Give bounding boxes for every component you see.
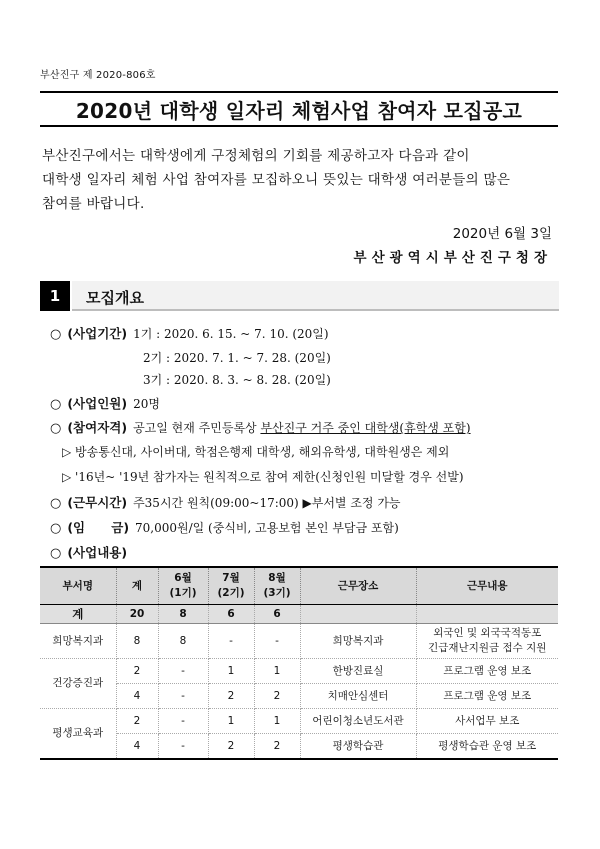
total-work — [416, 605, 558, 624]
cell-place: 치매안심센터 — [300, 684, 416, 709]
cell-place: 한방진료실 — [300, 659, 416, 684]
issuer-name: 부산광역시부산진구청장 — [353, 250, 552, 266]
cell-jul: 1 — [208, 659, 254, 684]
cell-work: 프로그램 운영 보조 — [416, 659, 558, 684]
cell-aug: 1 — [254, 709, 300, 734]
cell-place: 어린이청소년도서관 — [300, 709, 416, 734]
wage-row — [50, 518, 399, 536]
cell-sum: 2 — [116, 709, 158, 734]
cell-sum: 4 — [116, 734, 158, 760]
intro-line-3: 참여를 바랍니다. — [42, 196, 145, 212]
cell-jun: - — [158, 659, 208, 684]
eligibility-note-2: ▷ '16년~ '19년 참가자는 원칙적으로 참여 제한(신청인원 미달할 경우 선발) — [62, 470, 464, 484]
table-row — [40, 659, 558, 684]
cell-sum: 2 — [116, 659, 158, 684]
cell-work: 평생학습관 운영 보조 — [416, 734, 558, 760]
table-row — [40, 684, 558, 709]
eligibility-value: 공고일 현재 주민등록상 — [133, 421, 261, 435]
cell-work: 프로그램 운영 보조 — [416, 684, 558, 709]
col-header-jul: 7월 (2기) — [208, 567, 254, 605]
cell-place: 희망복지과 — [300, 624, 416, 659]
table-header-row — [40, 567, 558, 605]
headcount-row — [50, 394, 160, 412]
col-header-work: 근무내용 — [416, 567, 558, 605]
content-label: (사업내용) — [67, 545, 128, 560]
cell-jun: - — [158, 734, 208, 760]
total-jul: 6 — [208, 605, 254, 624]
col-header-sum: 계 — [116, 567, 158, 605]
col-header-place: 근무장소 — [300, 567, 416, 605]
intro-line-1: 부산진구에서는 대학생에게 구정체험의 기회를 제공하고자 다음과 같이 — [42, 148, 470, 164]
eligibility-row — [50, 418, 471, 436]
cell-dept: 희망복지과 — [40, 624, 116, 659]
cell-jun: - — [158, 709, 208, 734]
total-sum: 20 — [116, 605, 158, 624]
cell-aug: - — [254, 624, 300, 659]
period-term-2: 2기 : 2020. 7. 1. ~ 7. 28. (20일) — [143, 351, 331, 365]
cell-jun: - — [158, 684, 208, 709]
hours-row — [50, 493, 401, 511]
cell-place: 평생학습관 — [300, 734, 416, 760]
wage-label: (임 금) — [67, 520, 130, 535]
cell-work: 외국인 및 외국국적동포 긴급재난지원금 접수 지원 — [416, 624, 558, 659]
total-label: 계 — [40, 605, 116, 624]
total-aug: 6 — [254, 605, 300, 624]
circle-bullet-icon: ○ — [50, 521, 62, 536]
section-bar — [72, 281, 559, 311]
section-number: 1 — [40, 281, 70, 311]
cell-aug: 2 — [254, 734, 300, 760]
cell-jul: - — [208, 624, 254, 659]
eligibility-value-underlined: 부산진구 거주 중인 대학생(휴학생 포함) — [260, 421, 471, 435]
cell-sum: 8 — [116, 624, 158, 659]
total-jun: 8 — [158, 605, 208, 624]
announcement-date: 2020년 6월 3일 — [452, 226, 552, 242]
intro-line-2: 대학생 일자리 체험 사업 참여자를 모집하오니 뜻있는 대학생 여러분들의 많은 — [42, 172, 511, 188]
cell-jul: 1 — [208, 709, 254, 734]
headcount-label: (사업인원) — [67, 396, 128, 411]
table-row — [40, 624, 558, 659]
section-header — [40, 281, 559, 311]
period-label: (사업기간) — [67, 326, 128, 341]
circle-bullet-icon: ○ — [50, 421, 62, 436]
cell-dept: 건강증진과 — [40, 659, 116, 709]
cell-aug: 1 — [254, 659, 300, 684]
document-number: 부산진구 제 2020-806호 — [40, 70, 156, 81]
col-header-aug: 8월 (3기) — [254, 567, 300, 605]
table-row — [40, 709, 558, 734]
staff-allocation-table — [40, 566, 558, 760]
col-header-dept: 부서명 — [40, 567, 116, 605]
period-term-1: 1기 : 2020. 6. 15. ~ 7. 10. (20일) — [133, 327, 329, 341]
circle-bullet-icon: ○ — [50, 327, 62, 342]
cell-sum: 4 — [116, 684, 158, 709]
wage-value: 70,000원/일 (중식비, 고용보험 본인 부담금 포함) — [135, 521, 399, 535]
hours-label: (근무시간) — [67, 495, 128, 510]
title-box — [40, 91, 558, 127]
eligibility-note-1: ▷ 방송통신대, 사이버대, 학점은행제 대학생, 해외유학생, 대학원생은 제외 — [62, 445, 450, 459]
cell-jul: 2 — [208, 684, 254, 709]
content-row — [50, 543, 133, 561]
cell-work: 사서업무 보조 — [416, 709, 558, 734]
circle-bullet-icon: ○ — [50, 496, 62, 511]
cell-jun: 8 — [158, 624, 208, 659]
page-title: 2020년 대학생 일자리 체험사업 참여자 모집공고 — [75, 98, 523, 123]
cell-aug: 2 — [254, 684, 300, 709]
headcount-value: 20명 — [133, 397, 160, 411]
table-row — [40, 734, 558, 760]
cell-jul: 2 — [208, 734, 254, 760]
hours-value: 주35시간 원칙(09:00~17:00) ▶부서별 조정 가능 — [133, 496, 401, 510]
col-header-jun: 6월 (1기) — [158, 567, 208, 605]
eligibility-label: (참여자격) — [67, 420, 128, 435]
circle-bullet-icon: ○ — [50, 546, 62, 561]
period-row — [50, 324, 329, 342]
period-term-3: 3기 : 2020. 8. 3. ~ 8. 28. (20일) — [143, 373, 331, 387]
section-title: 모집개요 — [86, 289, 144, 307]
table-total-row — [40, 605, 558, 624]
cell-dept: 평생교육과 — [40, 709, 116, 760]
total-place — [300, 605, 416, 624]
circle-bullet-icon: ○ — [50, 397, 62, 412]
